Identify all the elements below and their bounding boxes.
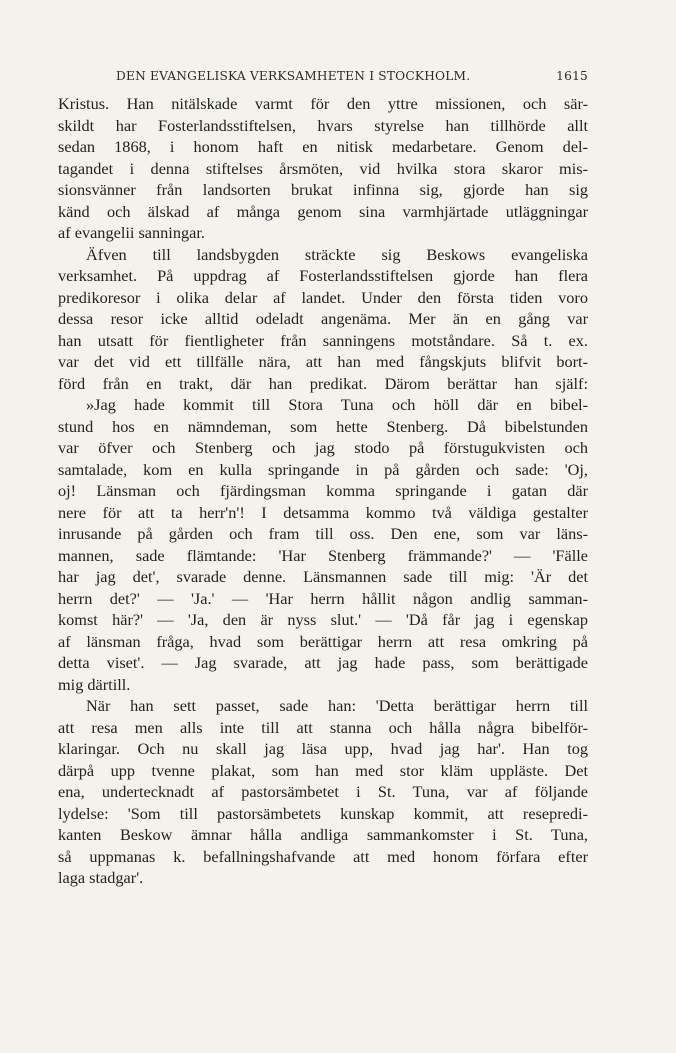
text-line: dessa resor icke alltid odeladt angenäma. Mer än en gång var — [58, 309, 588, 328]
text-line: lydelse: 'Som till pastorsämbetets kunskap kommit, att resepredi- — [58, 803, 588, 823]
text-line: kanten Beskow ämnar hålla andliga sammankomster i St. Tuna, — [58, 825, 588, 844]
text-line: När han sett passet, sade han: 'Detta berättigar herrn till — [86, 696, 588, 715]
text-line: herrn det?' — 'Ja.' — 'Har herrn hållit någon andlig samman- — [58, 588, 588, 608]
text-line: predikoresor i olika delar af landet. Under den första tiden voro — [58, 287, 588, 307]
text-line: har jag det', svarade denne. Länsmannen sade till mig: 'Är det — [58, 567, 588, 586]
text-line: ena, undertecknadt af pastorsämbetet i St. Tuna, var af följande — [58, 782, 588, 801]
text-line: han utsatt för fientligheter från sanningens motståndare. Så t. ex. — [58, 330, 588, 350]
text-line: känd och älskad af många genom sina varmhjärtade utläggningar — [58, 201, 588, 221]
text-line: så uppmanas k. befallningshafvande att med honom förfara efter — [58, 846, 588, 866]
text-line: detta viset'. — Jag svarade, att jag hade pass, som berättigade — [58, 653, 588, 672]
text-line: oj! Länsman och fjärdingsman komma springande i gatan där — [58, 481, 588, 500]
text-line: samtalade, kom en kulla springande in på gården och sade: 'Oj, — [58, 459, 588, 479]
text-line: verksamhet. På uppdrag af Fosterlandsstiftelsen gjorde han flera — [58, 266, 588, 285]
text-line: Kristus. Han nitälskade varmt för den yttre missionen, och sär- — [58, 94, 588, 113]
text-line: nere för att ta herr'n'! I detsamma kommo två väldiga gestalter — [58, 502, 588, 522]
text-line: »Jag hade kommit till Stora Tuna och höll där en bibel- — [86, 395, 588, 414]
text-line: att resa men alls inte till att stanna och hålla några bibelför- — [58, 717, 588, 737]
page-number: 1615 — [556, 69, 588, 83]
text-line: skildt har Fosterlandsstiftelsen, hvars styrelse han tillhörde allt — [58, 115, 588, 135]
text-line: var öfver och Stenberg och jag stodo på förstugukvisten och — [58, 438, 588, 457]
text-line: stund hos en nämndeman, som hette Stenberg. Då bibelstunden — [58, 416, 588, 436]
text-line: mannen, sade flämtande: 'Har Stenberg främmande?' — 'Fälle — [58, 545, 588, 565]
text-line: tagandet i denna stiftelses årsmöten, vid hvilka stora skaror mis- — [58, 158, 588, 178]
body-text — [58, 93, 588, 889]
text-line: laga stadgar'. — [58, 868, 144, 887]
text-line: därpå upp tvenne plakat, som han med stor kläm uppläste. Det — [58, 760, 588, 780]
text-line: Äfven till landsbygden sträckte sig Beskows evangeliska — [86, 244, 588, 264]
text-line: klaringar. Och nu skall jag läsa upp, hvad jag har'. Han tog — [58, 739, 588, 758]
text-line: mig därtill. — [58, 674, 131, 694]
text-line: var det vid ett tillfälle nära, att han med fångskjuts blifvit bort- — [58, 352, 588, 371]
text-line: af evangelii sanningar. — [58, 223, 205, 242]
text-line: komst här?' — 'Ja, den är nyss slut.' — 'Då får jag i egenskap — [58, 610, 588, 629]
text-line: inrusande på gården och fram till oss. Den ene, som var läns- — [58, 524, 588, 543]
text-line: förd från en trakt, där han predikat. Därom berättar han själf: — [58, 373, 588, 393]
text-line: sionsvänner från landsorten brukat infinna sig, gjorde han sig — [58, 180, 588, 199]
text-line: sedan 1868, i honom haft en nitisk medarbetare. Genom del- — [58, 137, 588, 156]
text-line: af länsman fråga, hvad som berättigar herrn att resa omkring på — [58, 631, 588, 651]
running-title: DEN EVANGELISKA VERKSAMHETEN I STOCKHOLM. — [116, 69, 471, 83]
